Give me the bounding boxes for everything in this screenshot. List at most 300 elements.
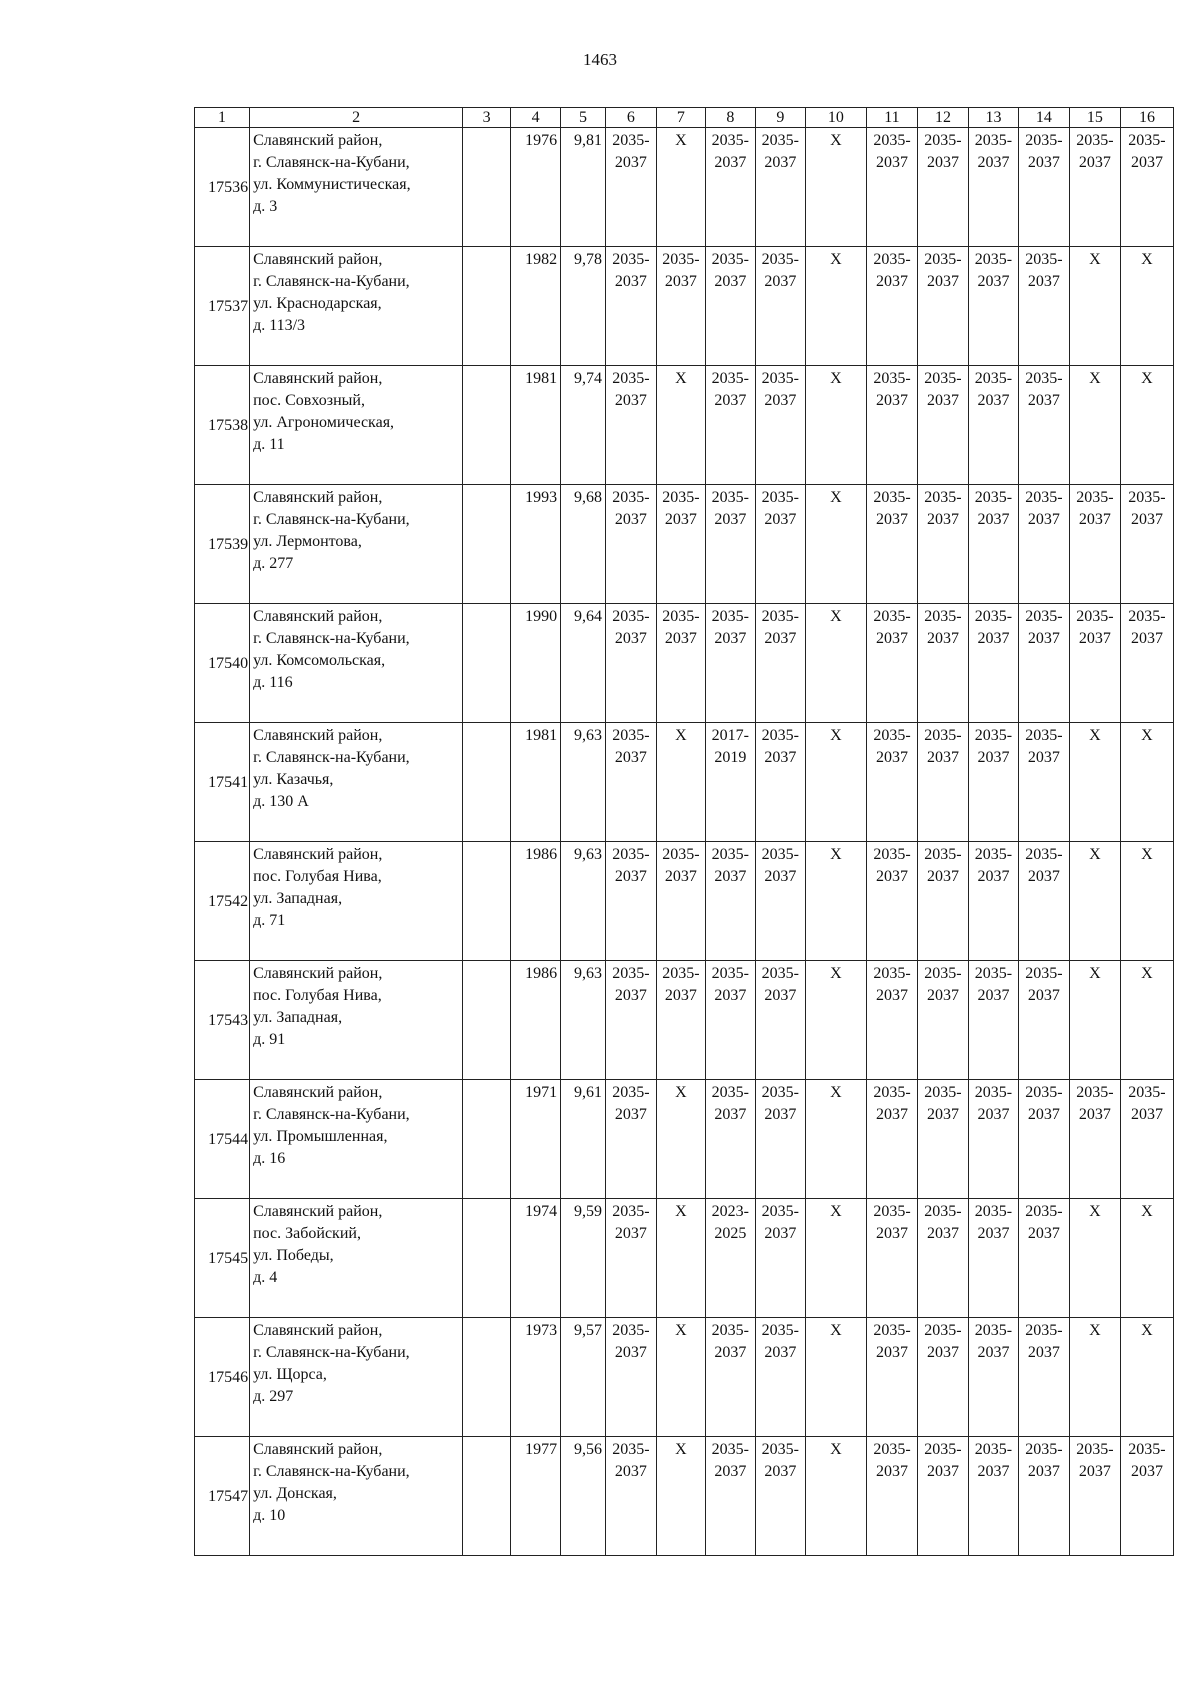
period-end: 2037: [714, 1463, 747, 1480]
period-end: 2037: [926, 392, 959, 409]
period-cell-15: X: [1069, 247, 1120, 366]
period-end: 2025: [714, 1225, 747, 1242]
period-cell-9: [755, 247, 805, 366]
row-number: 17543: [195, 961, 250, 1080]
period-start: 2035-: [924, 1441, 962, 1458]
period-start: 2035-: [1128, 1084, 1166, 1101]
period-end: 2037: [1027, 1106, 1060, 1123]
period-cell-9: [755, 1080, 805, 1199]
period-start: 2035-: [873, 489, 911, 506]
period-start: 2035-: [612, 132, 650, 149]
column-3-cell: [463, 366, 511, 485]
period-end: 2037: [664, 511, 697, 528]
address-line: ул. Казачья,: [253, 771, 334, 788]
period-start: 2035-: [662, 846, 700, 863]
period-cell-10: X: [805, 366, 866, 485]
table-row: [195, 1080, 1174, 1199]
period-end: 2037: [664, 987, 697, 1004]
address-line: г. Славянск-на-Кубани,: [253, 630, 410, 647]
period-start: 2035-: [711, 965, 749, 982]
period-start: 2023-: [711, 1203, 749, 1220]
column-3-cell: [463, 1437, 511, 1556]
period-start: 2035-: [1025, 132, 1063, 149]
period-start: 2035-: [761, 1322, 799, 1339]
period-cell-13: [968, 128, 1018, 247]
period-end: 2037: [926, 273, 959, 290]
period-cell-8: [705, 1199, 755, 1318]
period-cell-14: [1018, 366, 1069, 485]
period-end: 2037: [875, 868, 908, 885]
address-cell: [250, 961, 463, 1080]
period-end: 2037: [977, 868, 1010, 885]
period-start: 2035-: [1025, 489, 1063, 506]
period-start: 2035-: [612, 1441, 650, 1458]
column-header-7: 7: [656, 108, 705, 128]
period-cell-8: [705, 604, 755, 723]
period-cell-8: [705, 485, 755, 604]
period-end: 2037: [1027, 868, 1060, 885]
address-line: ул. Агрономическая,: [253, 414, 395, 431]
period-cell-15: [1069, 128, 1120, 247]
period-start: 2035-: [924, 846, 962, 863]
period-cell-15: X: [1069, 842, 1120, 961]
address-line: ул. Западная,: [253, 1009, 343, 1026]
period-end: 2037: [926, 154, 959, 171]
period-cell-14: [1018, 1199, 1069, 1318]
period-end: 2037: [977, 1463, 1010, 1480]
column-3-cell: [463, 247, 511, 366]
row-number: 17545: [195, 1199, 250, 1318]
year-cell: 1982: [511, 247, 561, 366]
period-end: 2037: [875, 154, 908, 171]
period-start: 2035-: [1025, 370, 1063, 387]
period-start: 2035-: [711, 489, 749, 506]
period-end: 2037: [1027, 749, 1060, 766]
period-start: 2035-: [1025, 846, 1063, 863]
column-header-16: 16: [1120, 108, 1173, 128]
period-start: 2035-: [1025, 1084, 1063, 1101]
period-end: 2037: [1027, 1344, 1060, 1361]
value-cell: 9,57: [561, 1318, 606, 1437]
period-start: 2035-: [974, 608, 1013, 625]
period-cell-16: X: [1120, 842, 1173, 961]
period-cell-14: [1018, 1080, 1069, 1199]
period-cell-15: X: [1069, 366, 1120, 485]
period-cell-16: X: [1120, 961, 1173, 1080]
address-line: д. 71: [253, 912, 286, 929]
period-start: 2035-: [1025, 1441, 1063, 1458]
period-end: 2037: [875, 1463, 908, 1480]
period-start: 2035-: [612, 965, 650, 982]
period-cell-13: [968, 723, 1018, 842]
period-end: 2037: [764, 511, 797, 528]
column-number-row: [195, 108, 1174, 128]
period-start: 2035-: [974, 1084, 1013, 1101]
value-cell: 9,68: [561, 485, 606, 604]
period-cell-11: [866, 1437, 917, 1556]
table-row: [195, 723, 1174, 842]
period-start: 2035-: [662, 251, 700, 268]
period-end: 2037: [875, 987, 908, 1004]
period-start: 2035-: [711, 370, 749, 387]
period-cell-10: X: [805, 1080, 866, 1199]
period-start: 2035-: [761, 1203, 799, 1220]
address-line: ул. Западная,: [253, 890, 343, 907]
period-start: 2035-: [1076, 489, 1114, 506]
address-line: ул. Донская,: [253, 1485, 337, 1502]
period-start: 2035-: [662, 608, 700, 625]
value-cell: 9,59: [561, 1199, 606, 1318]
period-cell-13: [968, 1199, 1018, 1318]
period-start: 2035-: [761, 489, 799, 506]
address-line: Славянский район,: [253, 132, 383, 149]
period-start: 2035-: [612, 1203, 650, 1220]
period-end: 2037: [614, 630, 647, 647]
address-cell: [250, 1080, 463, 1199]
period-end: 2037: [875, 1225, 908, 1242]
address-line: д. 113/3: [253, 317, 306, 334]
period-end: 2037: [1027, 273, 1060, 290]
period-cell-12: [917, 366, 968, 485]
period-end: 2037: [614, 868, 647, 885]
period-end: 2037: [714, 511, 747, 528]
address-line: д. 16: [253, 1150, 286, 1167]
address-line: г. Славянск-на-Кубани,: [253, 511, 410, 528]
period-start: 2035-: [873, 1322, 911, 1339]
period-start: 2035-: [873, 846, 911, 863]
period-start: 2035-: [711, 1441, 749, 1458]
period-cell-9: [755, 842, 805, 961]
period-end: 2037: [1027, 511, 1060, 528]
period-cell-11: [866, 961, 917, 1080]
period-start: 2035-: [1128, 1441, 1166, 1458]
period-cell-16: X: [1120, 1199, 1173, 1318]
period-start: 2035-: [1025, 1322, 1063, 1339]
period-cell-10: X: [805, 1318, 866, 1437]
column-3-cell: [463, 723, 511, 842]
column-3-cell: [463, 485, 511, 604]
column-3-cell: [463, 604, 511, 723]
period-end: 2037: [1027, 1225, 1060, 1242]
value-cell: 9,81: [561, 128, 606, 247]
period-end: 2037: [875, 630, 908, 647]
column-3-cell: [463, 128, 511, 247]
period-start: 2035-: [1076, 1084, 1114, 1101]
period-cell-13: [968, 1080, 1018, 1199]
row-number: 17542: [195, 842, 250, 961]
period-cell-12: [917, 842, 968, 961]
column-header-3: 3: [463, 108, 511, 128]
period-end: 2037: [714, 273, 747, 290]
column-3-cell: [463, 842, 511, 961]
year-cell: 1986: [511, 842, 561, 961]
period-cell-10: X: [805, 961, 866, 1080]
period-end: 2037: [875, 1106, 908, 1123]
period-cell-16: X: [1120, 723, 1173, 842]
period-cell-12: [917, 1318, 968, 1437]
period-cell-13: [968, 366, 1018, 485]
value-cell: 9,63: [561, 961, 606, 1080]
column-header-2: 2: [250, 108, 463, 128]
period-cell-6: [605, 485, 656, 604]
period-cell-13: [968, 1437, 1018, 1556]
period-end: 2037: [926, 511, 959, 528]
period-start: 2035-: [873, 1203, 911, 1220]
address-line: д. 277: [253, 555, 294, 572]
row-number: 17540: [195, 604, 250, 723]
period-cell-14: [1018, 247, 1069, 366]
row-number: 17539: [195, 485, 250, 604]
column-header-13: 13: [968, 108, 1018, 128]
period-start: 2035-: [1076, 608, 1114, 625]
period-cell-6: [605, 1080, 656, 1199]
period-start: 2035-: [612, 608, 650, 625]
period-cell-11: [866, 128, 917, 247]
period-cell-16: X: [1120, 247, 1173, 366]
period-cell-10: X: [805, 485, 866, 604]
period-start: 2035-: [974, 489, 1013, 506]
period-cell-7: [656, 604, 705, 723]
period-start: 2035-: [974, 251, 1013, 268]
column-header-8: 8: [705, 108, 755, 128]
address-line: ул. Краснодарская,: [253, 295, 382, 312]
period-cell-11: [866, 723, 917, 842]
page-number: 1463: [583, 50, 617, 69]
period-end: 2037: [977, 1225, 1010, 1242]
period-end: 2037: [926, 987, 959, 1004]
period-cell-14: [1018, 1437, 1069, 1556]
address-cell: [250, 1318, 463, 1437]
period-end: 2037: [614, 749, 647, 766]
period-start: 2035-: [761, 1441, 799, 1458]
period-cell-6: [605, 247, 656, 366]
period-cell-9: [755, 366, 805, 485]
period-end: 2037: [926, 1463, 959, 1480]
row-number: 17538: [195, 366, 250, 485]
period-cell-13: [968, 1318, 1018, 1437]
period-start: 2035-: [612, 1084, 650, 1101]
period-start: 2035-: [924, 1203, 962, 1220]
address-cell: [250, 485, 463, 604]
period-end: 2037: [926, 1344, 959, 1361]
period-start: 2035-: [711, 1084, 749, 1101]
period-start: 2035-: [612, 370, 650, 387]
period-start: 2017-: [711, 727, 749, 744]
period-end: 2037: [977, 154, 1010, 171]
period-cell-8: [705, 247, 755, 366]
column-header-12: 12: [917, 108, 968, 128]
period-cell-16: [1120, 128, 1173, 247]
period-start: 2035-: [1025, 965, 1063, 982]
period-cell-15: [1069, 1080, 1120, 1199]
period-cell-16: [1120, 604, 1173, 723]
column-header-5: 5: [561, 108, 606, 128]
table-row: [195, 1318, 1174, 1437]
period-cell-8: [705, 366, 755, 485]
column-3-cell: [463, 961, 511, 1080]
period-start: 2035-: [873, 608, 911, 625]
period-start: 2035-: [1025, 727, 1063, 744]
period-end: 2037: [1078, 1106, 1111, 1123]
period-cell-12: [917, 723, 968, 842]
address-line: д. 10: [253, 1507, 286, 1524]
period-cell-12: [917, 961, 968, 1080]
period-start: 2035-: [711, 1322, 749, 1339]
address-line: д. 4: [253, 1269, 278, 1286]
address-line: ул. Щорса,: [253, 1366, 327, 1383]
table-row: [195, 842, 1174, 961]
address-cell: [250, 247, 463, 366]
period-cell-7: X: [656, 1318, 705, 1437]
period-end: 2037: [764, 392, 797, 409]
period-end: 2037: [875, 749, 908, 766]
period-cell-8: [705, 128, 755, 247]
value-cell: 9,56: [561, 1437, 606, 1556]
period-start: 2035-: [1128, 489, 1166, 506]
period-start: 2035-: [1025, 608, 1063, 625]
period-cell-15: [1069, 604, 1120, 723]
period-cell-13: [968, 604, 1018, 723]
period-end: 2037: [1078, 511, 1111, 528]
address-cell: [250, 842, 463, 961]
period-start: 2035-: [974, 727, 1013, 744]
row-number: 17541: [195, 723, 250, 842]
period-end: 2037: [926, 868, 959, 885]
period-cell-7: X: [656, 1080, 705, 1199]
year-cell: 1981: [511, 366, 561, 485]
period-cell-11: [866, 1080, 917, 1199]
table-row: [195, 961, 1174, 1080]
period-cell-6: [605, 128, 656, 247]
period-end: 2037: [664, 273, 697, 290]
period-cell-10: X: [805, 723, 866, 842]
period-cell-9: [755, 128, 805, 247]
period-start: 2035-: [924, 1322, 962, 1339]
period-end: 2037: [875, 273, 908, 290]
row-number: 17544: [195, 1080, 250, 1199]
address-line: г. Славянск-на-Кубани,: [253, 749, 410, 766]
period-end: 2037: [926, 1106, 959, 1123]
period-cell-11: [866, 366, 917, 485]
period-end: 2037: [875, 1344, 908, 1361]
period-start: 2035-: [761, 727, 799, 744]
period-start: 2035-: [711, 846, 749, 863]
address-line: ул. Лермонтова,: [253, 533, 362, 550]
period-cell-11: [866, 1199, 917, 1318]
address-line: ул. Коммунистическая,: [253, 176, 411, 193]
period-cell-11: [866, 1318, 917, 1437]
period-cell-9: [755, 485, 805, 604]
period-cell-6: [605, 604, 656, 723]
period-cell-16: [1120, 485, 1173, 604]
address-line: Славянский район,: [253, 1084, 383, 1101]
address-line: пос. Забойский,: [253, 1225, 361, 1242]
period-cell-9: [755, 961, 805, 1080]
year-cell: 1977: [511, 1437, 561, 1556]
period-cell-9: [755, 723, 805, 842]
period-end: 2037: [614, 511, 647, 528]
period-cell-8: [705, 1318, 755, 1437]
address-line: Славянский район,: [253, 370, 383, 387]
address-line: г. Славянск-на-Кубани,: [253, 154, 410, 171]
address-cell: [250, 366, 463, 485]
table-row: [195, 366, 1174, 485]
address-cell: [250, 1199, 463, 1318]
period-end: 2037: [1027, 392, 1060, 409]
period-end: 2037: [1027, 1463, 1060, 1480]
column-3-cell: [463, 1080, 511, 1199]
period-end: 2037: [614, 1106, 647, 1123]
address-line: д. 130 А: [253, 793, 309, 810]
period-cell-10: X: [805, 842, 866, 961]
period-cell-9: [755, 1199, 805, 1318]
period-cell-10: X: [805, 604, 866, 723]
period-cell-6: [605, 1199, 656, 1318]
period-cell-11: [866, 604, 917, 723]
period-cell-12: [917, 128, 968, 247]
address-line: Славянский район,: [253, 1203, 383, 1220]
address-line: д. 116: [253, 674, 293, 691]
column-header-11: 11: [866, 108, 917, 128]
period-start: 2035-: [873, 727, 911, 744]
period-cell-15: [1069, 1437, 1120, 1556]
period-start: 2035-: [662, 489, 700, 506]
period-end: 2037: [1130, 154, 1163, 171]
period-end: 2037: [714, 630, 747, 647]
period-end: 2037: [614, 987, 647, 1004]
period-end: 2037: [1130, 1463, 1163, 1480]
period-end: 2037: [664, 630, 697, 647]
period-end: 2037: [1078, 630, 1111, 647]
period-start: 2035-: [761, 1084, 799, 1101]
period-end: 2037: [614, 392, 647, 409]
period-cell-7: [656, 961, 705, 1080]
table-row: [195, 1437, 1174, 1556]
period-start: 2035-: [1128, 608, 1166, 625]
period-cell-15: X: [1069, 723, 1120, 842]
address-line: Славянский район,: [253, 727, 383, 744]
period-end: 2037: [875, 511, 908, 528]
address-line: г. Славянск-на-Кубани,: [253, 273, 410, 290]
value-cell: 9,64: [561, 604, 606, 723]
period-end: 2037: [764, 1463, 797, 1480]
year-cell: 1990: [511, 604, 561, 723]
period-cell-12: [917, 1080, 968, 1199]
year-cell: 1993: [511, 485, 561, 604]
period-cell-8: [705, 961, 755, 1080]
column-3-cell: [463, 1318, 511, 1437]
period-cell-9: [755, 1437, 805, 1556]
year-cell: 1976: [511, 128, 561, 247]
period-start: 2035-: [873, 251, 911, 268]
period-cell-7: X: [656, 1199, 705, 1318]
period-cell-7: X: [656, 1437, 705, 1556]
address-line: Славянский район,: [253, 608, 383, 625]
address-line: ул. Промышленная,: [253, 1128, 388, 1145]
period-start: 2035-: [1076, 1441, 1114, 1458]
period-cell-7: X: [656, 723, 705, 842]
period-start: 2035-: [1076, 132, 1114, 149]
address-cell: [250, 1437, 463, 1556]
address-line: Славянский район,: [253, 965, 383, 982]
address-cell: [250, 128, 463, 247]
period-cell-11: [866, 842, 917, 961]
address-cell: [250, 604, 463, 723]
period-cell-14: [1018, 961, 1069, 1080]
column-header-10: 10: [805, 108, 866, 128]
year-cell: 1973: [511, 1318, 561, 1437]
period-start: 2035-: [873, 132, 911, 149]
